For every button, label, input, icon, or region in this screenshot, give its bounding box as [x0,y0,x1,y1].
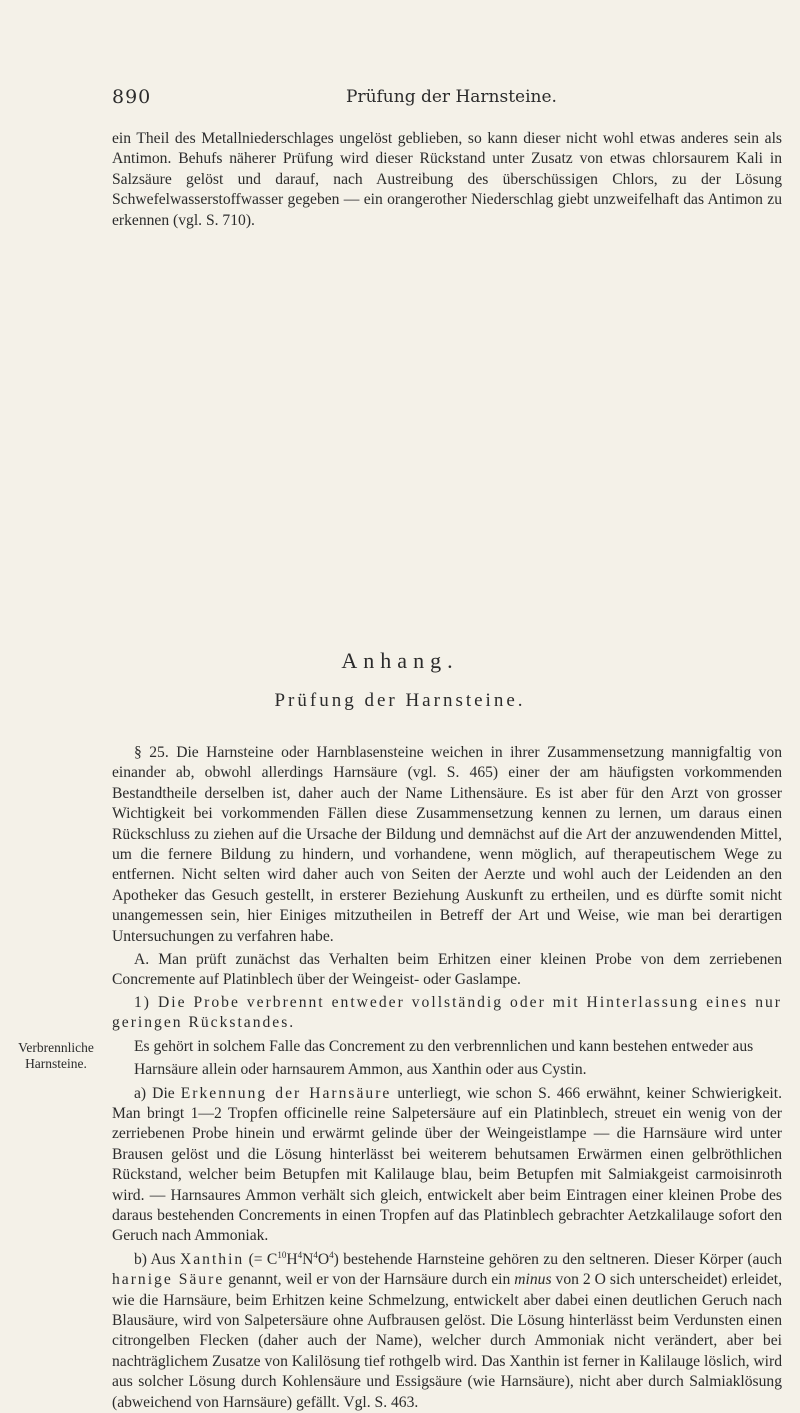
item1-heading: 1) Die Probe verbrennt entweder vollständig oder mit Hinterlassung eines nur geringen Rückstandes. [112,993,782,1032]
para-b-lead: b) Aus [134,1250,180,1268]
formula-sup-o: 4 [329,1249,334,1260]
para-b-rest: von 2 O sich unterscheidet) erleidet, wie die Harnsäure, beim Erhitzen keine Schmelzung, entwickelt aber dabei einen deutlichen Geruch nach Blausäure, wird von Salpetersäure ohne Aufbrausen gelöst. Die Lösung hinterlässt beim Verdunsten einen citrongelben Flecken (daher auch der Name), welcher durch Ammoniak nicht verändert, aber bei nachträglichem Zusatze von Kalilösung tief rothgelb wird. Das Xanthin ist ferner in Kalilauge löslich, wird aus solcher Lösung durch Kohlensäure und Essigsäure (wie Harnsäure), nicht aber durch Salmiaklösung (abweichend von Harnsäure) gefällt. Vgl. S. 463. [112,1271,782,1411]
para-b-xanthin: Xanthin [179,1250,245,1268]
paragraph-list: Harnsäure allein oder harnsaurem Ammon, aus Xanthin oder aus Cystin. [134,1061,587,1079]
page-number: 890 [112,86,152,108]
para-b-formula-pre: (= C [244,1250,278,1268]
formula-sup-c: 10 [277,1249,287,1260]
para-a-spaced: Erkennung der Harnsäure [180,1084,392,1102]
paragraph-a [112,1084,782,1247]
para-b-mid2: genannt, weil er von der Harnsäure durch ein [224,1271,515,1289]
para-a-lead: a) Die [134,1084,181,1102]
paragraph-b [112,1250,782,1413]
para-a-rest: unterliegt, wie schon S. 466 erwähnt, keiner Schwierigkeit. Man bringt 1—2 Tropfen officinelle reine Salpetersäure auf ein Platinblech, streuet ein wenig von der zerriebenen Probe hinein und erwärmt gelinde über der Weingeistlampe — die Harnsäure wird unter Brausen gelöst und die Lösung hinterlässt bei weiterem behutsamen Erwärmen einen gelbröthlichen Rückstand, welcher beim Betupfen mit Kalilauge blau, beim Betupfen mit Salmiakgeist carmoisinroth wird. — Harnsaures Ammon verhält sich gleich, entwickelt aber beim Eintragen einer kleinen Probe des daraus bestehenden Concrements in einen Tropfen auf das Platinblech gebrachter Aetzkalilauge sofort den Geruch nach Ammoniak. [112,1084,782,1245]
formula-h: H [286,1250,298,1268]
paragraph-A: A. Man prüft zunächst das Verhalten beim Erhitzen einer kleinen Probe von dem zerriebenen Concremente auf Platinblech über der Weingeist- oder Gaslampe. [112,951,782,989]
para-b-harnige-saeure: harnige Säure [112,1271,225,1289]
para-b-minus: minus [514,1271,552,1289]
para-b-mid1: ) bestehende Harnsteine gehören zu den seltneren. Dieser Körper (auch [333,1250,782,1268]
top-paragraph-block [112,129,782,231]
main-text-block [112,743,782,1413]
formula-sup-h: 4 [297,1249,303,1260]
formula-n: N [302,1250,314,1268]
margin-note: Verbrennliche Harnsteine. [18,1040,94,1071]
section-title: Anhang. [341,648,459,673]
formula-sup-n: 4 [313,1249,318,1260]
paragraph-25: § 25. Die Harnsteine oder Harnblasensteine weichen in ihrer Zusammensetzung mannigfaltig von einander ab, obwohl allerdings Harnsäure (vgl. S. 465) einer der am häufigsten vorkommenden Bestandtheile derselben ist, daher auch der Name Lithensäure. Es ist aber für den Arzt von grosser Wichtigkeit bei vorkommenden Fällen diese Zusammensetzung kennen zu lernen, um daraus einen Rückschluss zu ziehen auf die Ursache der Bildung und demnächst auf die Art der anzuwendenden Mittel, um die fernere Bildung zu hindern, und vorhandene, wenn möglich, auf therapeutischem Wege zu entfernen. Nicht selten wird daher auch von Seiten der Aerzte und wohl auch der Leidenden an den Apotheker das Gesuch gestellt, in ersterer Beziehung Auskunft zu ertheilen, und es dürfte somit nicht unangemessen sein, hier Einiges mitzutheilen in Betreff der Art und Weise, wie man bei derartigen Untersuchungen zu verfahren habe. [112,744,782,945]
section-subtitle: Prüfung der Harnsteine. [274,690,526,711]
top-paragraph: ein Theil des Metallniederschlages ungelöst geblieben, so kann dieser nicht wohl etwas anderes sein als Antimon. Behufs näherer Prüfung wird dieser Rückstand unter Zusatz von etwas chlorsaurem Kali in Salzsäure gelöst und darauf, nach Austreibung des überschüssigen Chlors, zu der Lösung Schwefelwasserstoffwasser gegeben — ein orangerother Niederschlag giebt unzweifelhaft das Antimon zu erkennen (vgl. S. 710). [112,130,782,229]
formula-o: O [317,1250,330,1268]
paragraph-es: Es gehört in solchem Falle das Concrement zu den verbrennlichen und kann bestehen entweder aus [134,1037,754,1055]
running-title: Prüfung der Harnsteine. [346,87,557,107]
